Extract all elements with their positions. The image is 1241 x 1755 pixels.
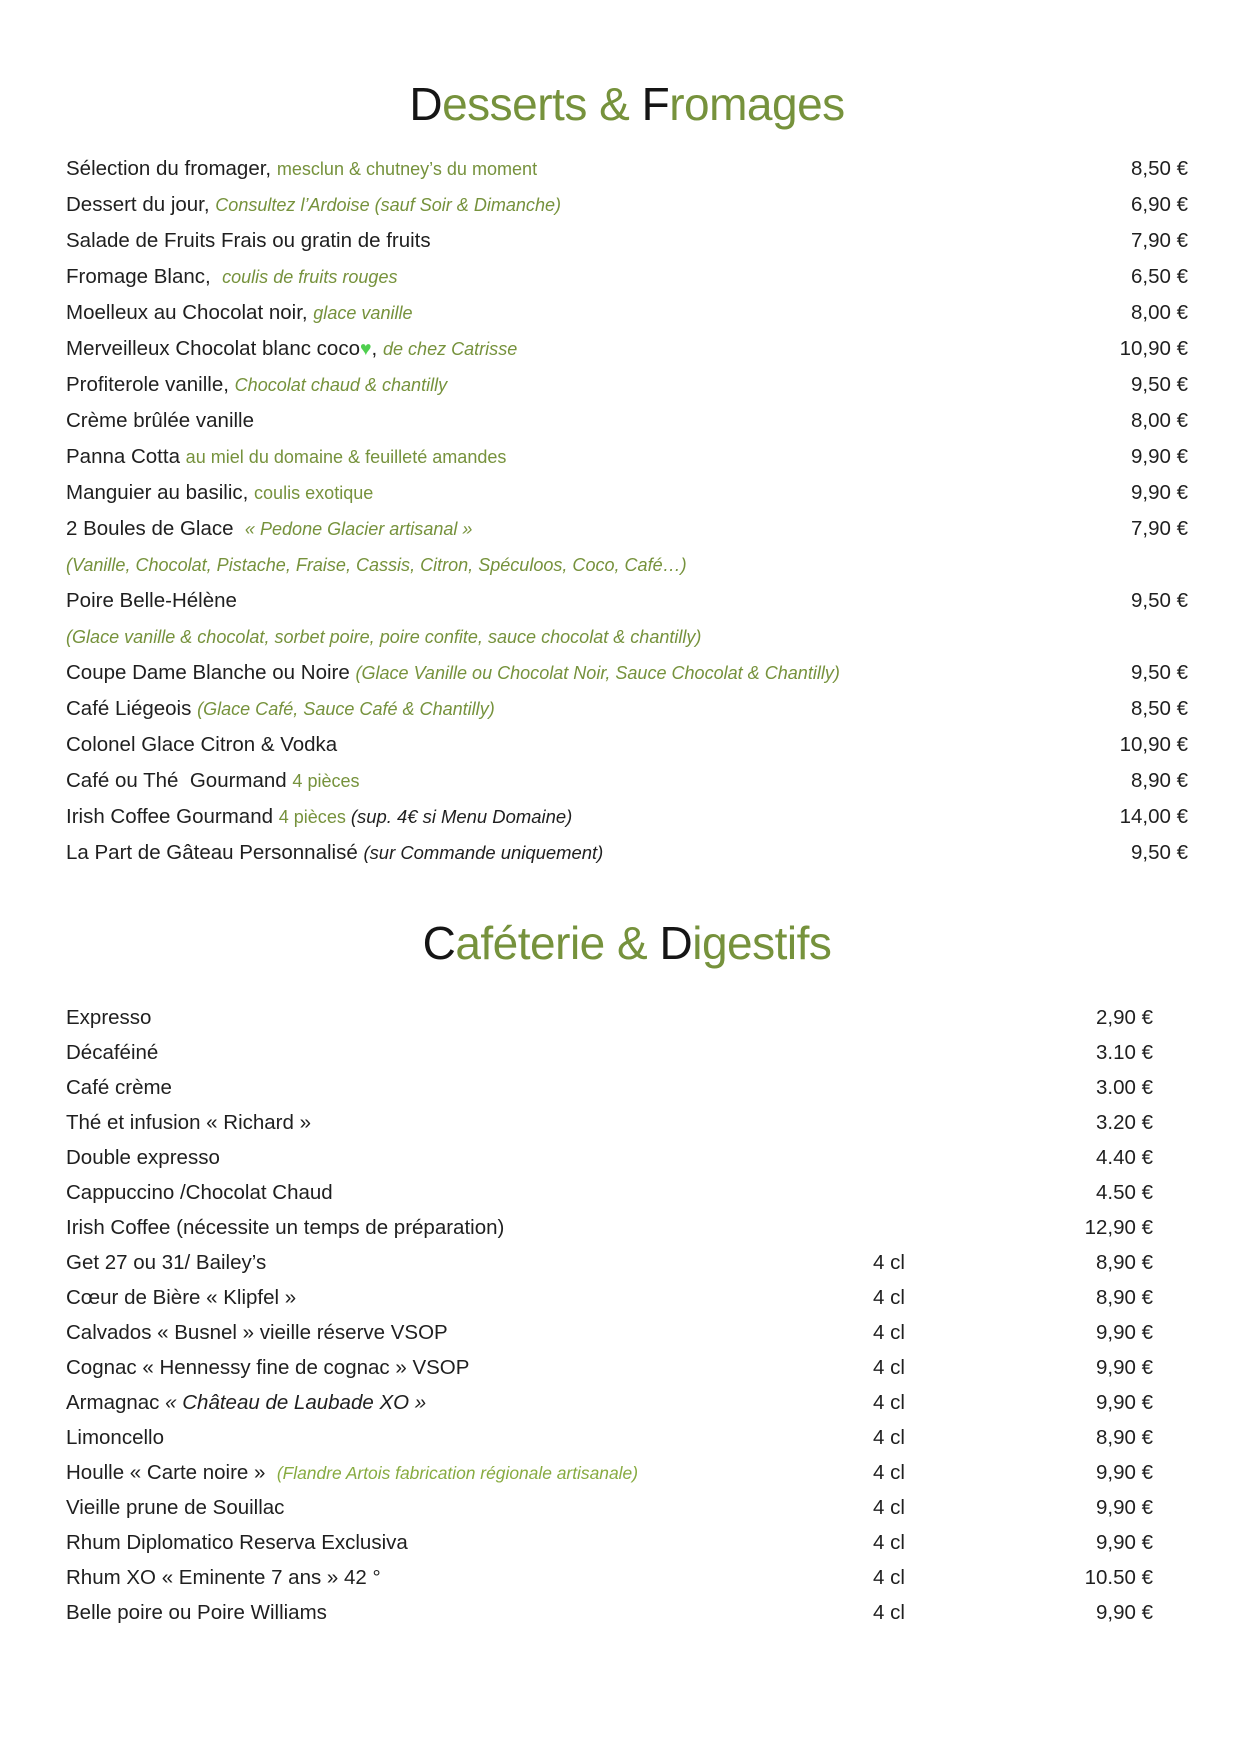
price: 8,90 € — [1096, 1250, 1153, 1274]
price: 8,00 € — [1131, 408, 1188, 432]
item-name — [66, 553, 1058, 577]
menu-item-row — [66, 1566, 1188, 1601]
menu-item-row — [66, 517, 1188, 553]
price: 3.20 € — [1096, 1110, 1153, 1134]
item-name-segment: Irish Coffee (nécessite un temps de préparation) — [66, 1215, 505, 1239]
item-name-segment: Panna Cotta — [66, 444, 186, 468]
item-name-segment: (sup. 4€ si Menu Domaine) — [350, 805, 573, 827]
title-text: igestifs — [692, 916, 832, 969]
menu-item-row — [66, 1426, 1188, 1461]
item-name — [66, 1251, 843, 1275]
price: 9,90 € — [1096, 1530, 1153, 1554]
menu-item-row — [66, 769, 1188, 805]
item-name — [66, 1426, 843, 1450]
menu-item-row — [66, 625, 1188, 661]
item-name-segment: mesclun & chutney’s du moment — [276, 158, 538, 179]
item-name-segment: , — [371, 336, 383, 360]
menu-item-row — [66, 805, 1188, 841]
volume-cell: 4 cl — [873, 1460, 905, 1484]
price: 2,90 € — [1096, 1005, 1153, 1029]
item-name-segment: (Glace Café, Sauce Café & Chantilly) — [197, 698, 495, 719]
price: 10,90 € — [1119, 732, 1188, 756]
item-name-segment: Double expresso — [66, 1145, 220, 1169]
menu-item-row — [66, 1496, 1188, 1531]
item-name-segment: « Pedone Glacier artisanal » — [244, 518, 473, 539]
price: 9,90 € — [1096, 1460, 1153, 1484]
menu-item-row — [66, 229, 1188, 265]
menu-item-row — [66, 1111, 1188, 1146]
item-name — [66, 1391, 843, 1415]
menu-item-row — [66, 1601, 1188, 1636]
item-name-segment: Belle poire ou Poire Williams — [66, 1600, 327, 1624]
item-name — [66, 409, 1058, 433]
item-name — [66, 661, 1058, 685]
item-name — [66, 1601, 843, 1625]
title-initial: D — [409, 78, 443, 130]
item-name-segment: Fromage Blanc, — [66, 264, 223, 288]
price: 9,90 € — [1096, 1600, 1153, 1624]
item-name-segment: Cognac « Hennessy fine de cognac » VSOP — [66, 1355, 470, 1379]
menu-item-row — [66, 1076, 1188, 1111]
price: 8,90 € — [1131, 768, 1188, 792]
menu-item-row — [66, 337, 1188, 373]
menu-item-row — [66, 1286, 1188, 1321]
volume-cell: 4 cl — [873, 1250, 905, 1274]
item-name-segment: Café crème — [66, 1075, 172, 1099]
price: 8,90 € — [1096, 1285, 1153, 1309]
item-name — [66, 1216, 843, 1240]
price: 9,90 € — [1096, 1320, 1153, 1344]
item-name — [66, 1146, 843, 1170]
item-name — [66, 1531, 843, 1555]
item-name — [66, 1181, 843, 1205]
item-name-segment: coulis de fruits rouges — [222, 266, 398, 287]
item-name-segment: Poire Belle-Hélène — [66, 588, 237, 612]
menu-item-row — [66, 409, 1188, 445]
item-name — [66, 589, 1058, 613]
menu-item-row — [66, 1356, 1188, 1391]
price: 9,90 € — [1131, 480, 1188, 504]
item-name — [66, 445, 1058, 469]
menu-item-row — [66, 697, 1188, 733]
item-name — [66, 229, 1058, 253]
item-name — [66, 157, 1058, 181]
item-name — [66, 769, 1058, 793]
price: 10.50 € — [1084, 1565, 1153, 1589]
item-name-segment: Thé et infusion « Richard » — [66, 1110, 311, 1134]
menu-item-row — [66, 373, 1188, 409]
item-name — [66, 1006, 843, 1030]
item-name-segment: Moelleux au Chocolat noir, — [66, 300, 314, 324]
item-name-segment: Armagnac — [66, 1390, 166, 1414]
price: 10,90 € — [1119, 336, 1188, 360]
menu-item-row — [66, 157, 1188, 193]
volume-cell: 4 cl — [873, 1390, 905, 1414]
item-name-segment: Crème brûlée vanille — [66, 408, 255, 432]
item-name-segment: de chez Catrisse — [382, 338, 518, 359]
price: 12,90 € — [1084, 1215, 1153, 1239]
item-name — [66, 1041, 843, 1065]
item-name-segment: Coupe Dame Blanche ou Noire — [66, 660, 356, 684]
item-name-segment: (Vanille, Chocolat, Pistache, Fraise, Cassis, Citron, Spéculoos, Coco, Café…) — [66, 554, 687, 575]
item-name-segment: Décaféiné — [66, 1040, 159, 1064]
item-name-segment: Salade de Fruits Frais ou gratin de fruits — [66, 228, 431, 252]
green-heart-icon: ♥ — [359, 337, 372, 360]
volume-cell: 4 cl — [873, 1565, 905, 1589]
item-name-segment: Irish Coffee Gourmand — [66, 804, 279, 828]
item-name-segment: Café ou Thé Gourmand — [66, 768, 293, 792]
item-name-segment: La Part de Gâteau Personnalisé — [66, 840, 364, 864]
cafeterie-digestifs-list — [66, 1006, 1188, 1636]
item-name-segment: Merveilleux Chocolat blanc coco — [66, 336, 360, 360]
price: 8,50 € — [1131, 696, 1188, 720]
volume-cell: 4 cl — [873, 1320, 905, 1344]
item-name-segment: Chocolat chaud & chantilly — [234, 374, 448, 395]
item-name — [66, 337, 1058, 361]
item-name-segment: Café Liégeois — [66, 696, 198, 720]
item-name-segment: (Glace Vanille ou Chocolat Noir, Sauce Chocolat & Chantilly) — [355, 662, 840, 683]
item-name — [66, 1496, 843, 1520]
item-name — [66, 733, 1058, 757]
item-name — [66, 1286, 843, 1310]
section-title-cafeterie-digestifs — [66, 917, 1188, 970]
price: 9,50 € — [1131, 588, 1188, 612]
item-name-segment: Colonel Glace Citron & Vodka — [66, 732, 338, 756]
price: 8,00 € — [1131, 300, 1188, 324]
item-name-segment: Consultez l’Ardoise (sauf Soir & Dimanche) — [215, 194, 562, 215]
item-name-segment: Limoncello — [66, 1425, 164, 1449]
menu-item-row — [66, 265, 1188, 301]
item-name-segment: Cœur de Bière « Klipfel » — [66, 1285, 297, 1309]
item-name — [66, 1111, 843, 1135]
price: 6,90 € — [1131, 192, 1188, 216]
item-name — [66, 481, 1058, 505]
item-name — [66, 1566, 843, 1590]
item-name — [66, 373, 1058, 397]
price: 3.00 € — [1096, 1075, 1153, 1099]
menu-item-row — [66, 1251, 1188, 1286]
item-name-segment: Expresso — [66, 1005, 152, 1029]
menu-item-row — [66, 445, 1188, 481]
title-text: aféterie & — [455, 916, 660, 969]
item-name-segment: Dessert du jour, — [66, 192, 216, 216]
menu-item-row — [66, 1321, 1188, 1356]
menu-item-row — [66, 481, 1188, 517]
item-name — [66, 805, 1058, 829]
menu-item-row — [66, 1006, 1188, 1041]
item-name — [66, 841, 1058, 865]
menu-item-row — [66, 1216, 1188, 1251]
item-name-segment: Rhum Diplomatico Reserva Exclusiva — [66, 1530, 408, 1554]
item-name-segment: Rhum XO « Eminente 7 ans » 42 ° — [66, 1565, 381, 1589]
menu-item-row — [66, 553, 1188, 589]
item-name — [66, 517, 1058, 541]
menu-item-row — [66, 1391, 1188, 1426]
menu-item-row — [66, 1041, 1188, 1076]
item-name — [66, 1076, 843, 1100]
item-name — [66, 301, 1058, 325]
volume-cell: 4 cl — [873, 1600, 905, 1624]
item-name — [66, 1321, 843, 1345]
volume-cell: 4 cl — [873, 1285, 905, 1309]
menu-item-row — [66, 841, 1188, 877]
menu-item-row — [66, 1181, 1188, 1216]
price: 9,50 € — [1131, 372, 1188, 396]
price: 9,50 € — [1131, 660, 1188, 684]
item-name — [66, 265, 1058, 289]
item-name-segment: Get 27 ou 31/ Bailey’s — [66, 1250, 267, 1274]
price: 14,00 € — [1119, 804, 1188, 828]
price: 9,90 € — [1096, 1355, 1153, 1379]
title-initial: D — [659, 916, 693, 969]
price: 9,90 € — [1131, 444, 1188, 468]
item-name — [66, 697, 1058, 721]
volume-cell: 4 cl — [873, 1425, 905, 1449]
menu-item-row — [66, 1461, 1188, 1496]
menu-item-row — [66, 733, 1188, 769]
title-initial: F — [641, 78, 670, 130]
item-name-segment: Profiterole vanille, — [66, 372, 235, 396]
item-name-segment: glace vanille — [313, 302, 413, 323]
item-name-segment: Manguier au basilic, — [66, 480, 255, 504]
price: 7,90 € — [1131, 228, 1188, 252]
price: 6,50 € — [1131, 264, 1188, 288]
item-name — [66, 193, 1058, 217]
title-text: esserts & — [442, 78, 642, 130]
price: 9,90 € — [1096, 1390, 1153, 1414]
menu-item-row — [66, 589, 1188, 625]
item-name-segment: « Château de Laubade XO » — [165, 1390, 427, 1414]
title-text: romages — [669, 78, 845, 130]
menu-item-row — [66, 193, 1188, 229]
item-name-segment: 4 pièces — [292, 770, 360, 791]
item-name-segment: au miel du domaine & feuilleté amandes — [185, 446, 507, 467]
item-name-segment: (sur Commande uniquement) — [363, 841, 604, 863]
item-name-segment: (Glace vanille & chocolat, sorbet poire, poire confite, sauce chocolat & chantilly) — [66, 626, 702, 647]
price: 9,90 € — [1096, 1495, 1153, 1519]
item-name — [66, 1461, 843, 1485]
menu-item-row — [66, 301, 1188, 337]
item-name-segment: 4 pièces — [278, 806, 351, 827]
title-initial: C — [422, 916, 456, 969]
price: 4.50 € — [1096, 1180, 1153, 1204]
volume-cell: 4 cl — [873, 1355, 905, 1379]
price: 8,90 € — [1096, 1425, 1153, 1449]
price: 9,50 € — [1131, 840, 1188, 864]
item-name-segment: 2 Boules de Glace — [66, 516, 245, 540]
item-name-segment: coulis exotique — [254, 482, 374, 503]
item-name-segment: Calvados « Busnel » vieille réserve VSOP — [66, 1320, 448, 1344]
menu-item-row — [66, 661, 1188, 697]
menu-item-row — [66, 1531, 1188, 1566]
item-name — [66, 625, 1058, 649]
item-name-segment: (Flandre Artois fabrication régionale artisanale) — [276, 1462, 639, 1483]
item-name-segment: Sélection du fromager, — [66, 156, 277, 180]
item-name-segment: Houlle « Carte noire » — [66, 1460, 277, 1484]
item-name-segment: Cappuccino /Chocolat Chaud — [66, 1180, 333, 1204]
item-name-segment: Vieille prune de Souillac — [66, 1495, 285, 1519]
price: 4.40 € — [1096, 1145, 1153, 1169]
price: 8,50 € — [1131, 156, 1188, 180]
item-name — [66, 1356, 843, 1380]
desserts-fromages-list — [66, 157, 1188, 877]
volume-cell: 4 cl — [873, 1530, 905, 1554]
price: 3.10 € — [1096, 1040, 1153, 1064]
volume-cell: 4 cl — [873, 1495, 905, 1519]
section-title-desserts-fromages — [66, 78, 1188, 131]
menu-item-row — [66, 1146, 1188, 1181]
price: 7,90 € — [1131, 516, 1188, 540]
